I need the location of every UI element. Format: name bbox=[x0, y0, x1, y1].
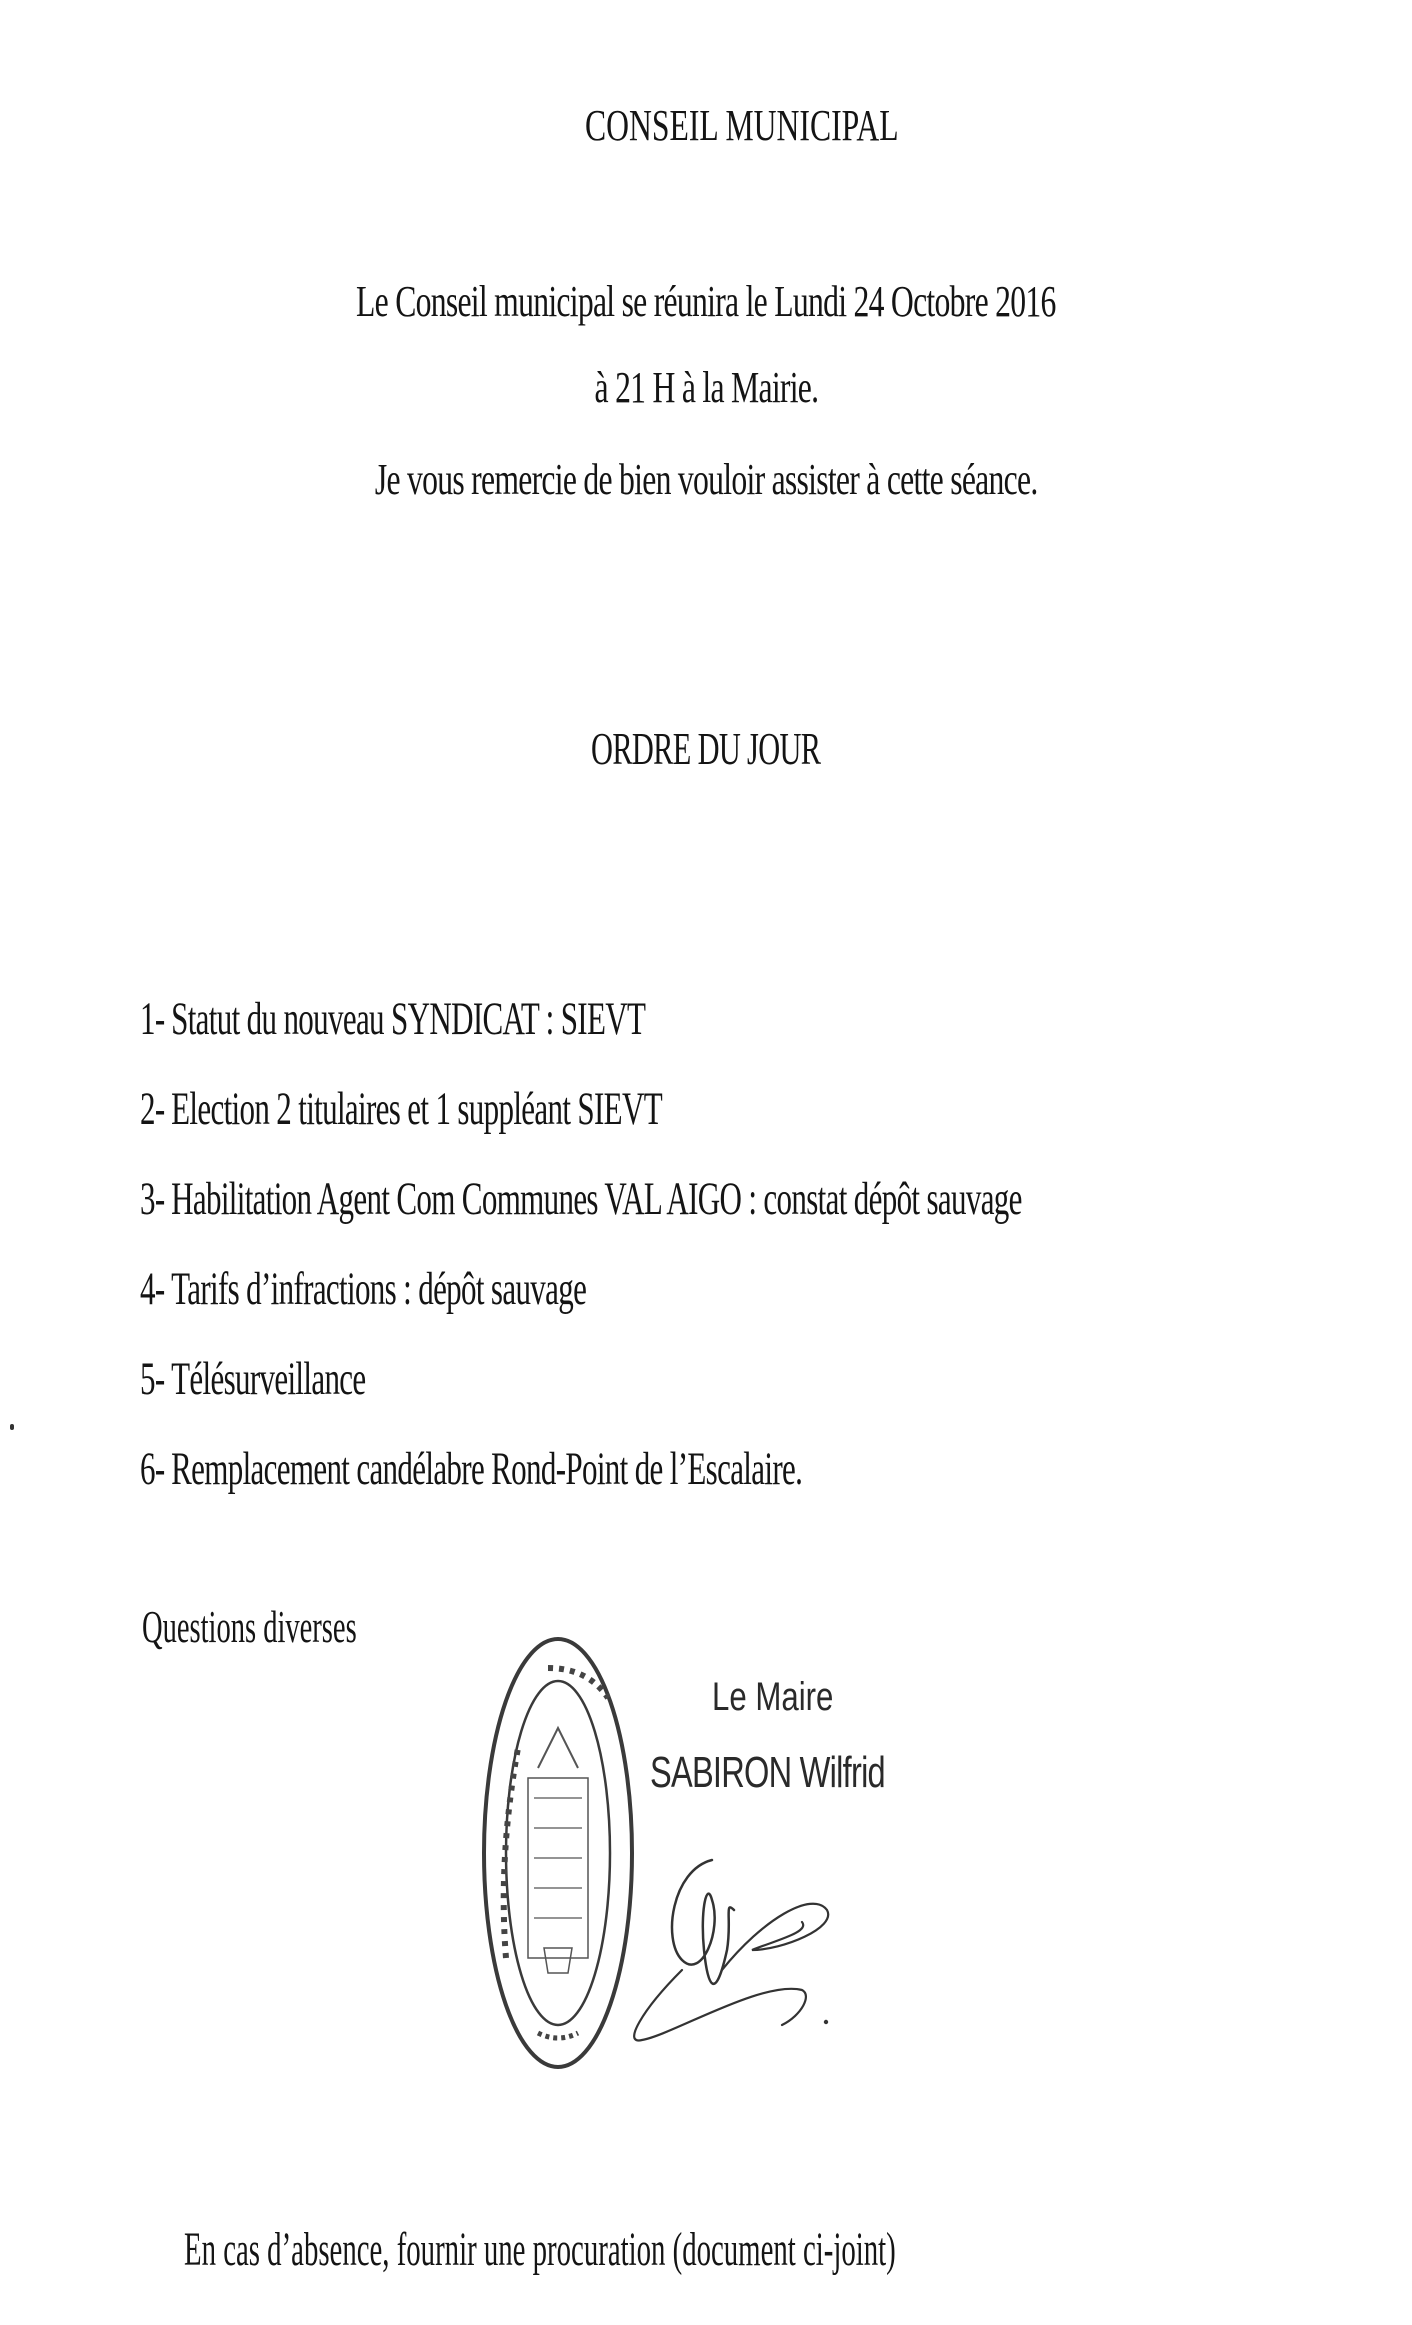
agenda-item-text: Statut du nouveau SYNDICAT : SIEVT bbox=[171, 993, 646, 1045]
agenda-item bbox=[140, 1443, 1412, 1536]
title-text: CONSEIL MUNICIPAL bbox=[584, 101, 899, 150]
agenda-item-text: Tarifs d’infractions : dépôt sauvage bbox=[171, 1263, 587, 1315]
agenda-list bbox=[140, 993, 1412, 1536]
questions-diverses: Questions diverses bbox=[142, 1601, 357, 1652]
agenda-heading-text: ORDRE DU JOUR bbox=[591, 723, 821, 774]
signatory-name: SABIRON Wilfrid bbox=[650, 1748, 885, 1797]
agenda-item-text: Télésurveillance bbox=[171, 1353, 366, 1405]
agenda-item bbox=[140, 1263, 1412, 1356]
intro-line-1 bbox=[0, 277, 1412, 326]
agenda-item-number: 4- bbox=[140, 1263, 165, 1315]
agenda-item-number: 2- bbox=[140, 1083, 165, 1135]
agenda-item bbox=[140, 1083, 1412, 1176]
agenda-item bbox=[140, 1173, 1412, 1266]
agenda-item-text: Remplacement candélabre Rond-Point de l’Escalaire. bbox=[171, 1443, 803, 1495]
handwritten-signature bbox=[612, 1840, 852, 2050]
agenda-item-text: Election 2 titulaires et 1 suppléant SIEVT bbox=[171, 1083, 663, 1135]
document-title bbox=[585, 100, 899, 151]
scan-speck bbox=[10, 1424, 14, 1430]
intro-text-3: Je vous remercie de bien vouloir assister à cette séance. bbox=[374, 455, 1038, 504]
intro-line-3 bbox=[0, 455, 1412, 504]
intro-text-2: à 21 H à la Mairie. bbox=[594, 363, 818, 412]
intro-text-1: Le Conseil municipal se réunira le Lundi 24 Octobre 2016 bbox=[356, 277, 1056, 326]
agenda-item bbox=[140, 993, 1412, 1086]
absence-note: En cas d’absence, fournir une procuration (document ci-joint) bbox=[184, 2223, 896, 2276]
intro-line-2 bbox=[0, 363, 1412, 412]
agenda-item-number: 1- bbox=[140, 993, 165, 1045]
signatory-title: Le Maire bbox=[712, 1675, 834, 1719]
agenda-item-number: 5- bbox=[140, 1353, 165, 1405]
agenda-heading bbox=[0, 722, 1412, 775]
agenda-item-number: 3- bbox=[140, 1173, 165, 1225]
agenda-item-number: 6- bbox=[140, 1443, 165, 1495]
agenda-item bbox=[140, 1353, 1412, 1446]
agenda-item-text: Habilitation Agent Com Communes VAL AIGO : constat dépôt sauvage bbox=[171, 1173, 1022, 1225]
